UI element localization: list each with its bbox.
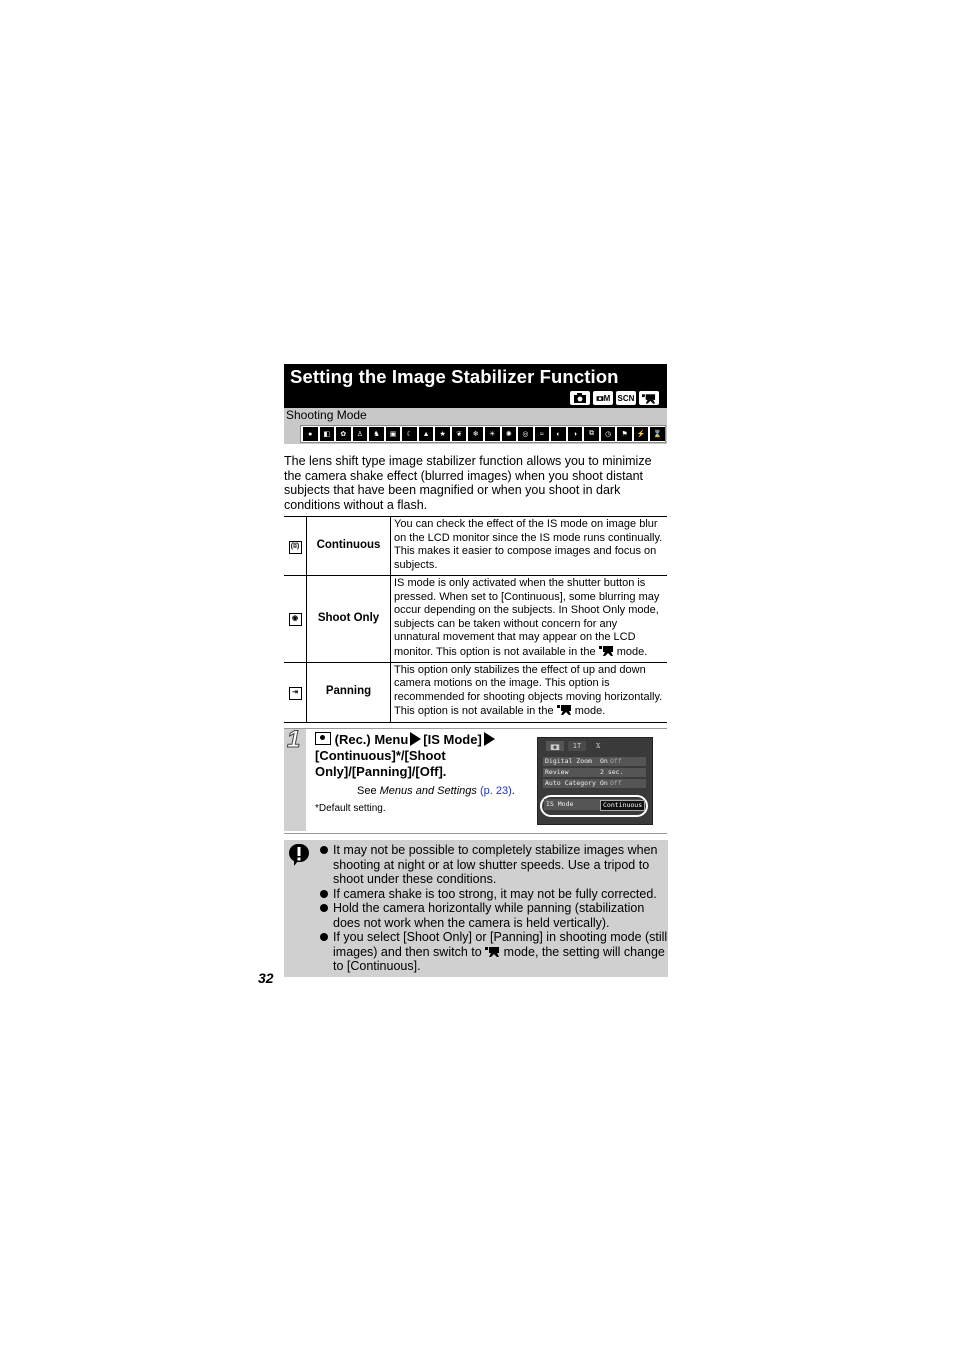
mode-name: Shoot Only <box>307 576 391 663</box>
caution-list <box>318 843 668 974</box>
scn-icon: SCN <box>616 391 636 405</box>
lcd-menu-screenshot <box>537 737 653 825</box>
movie-icon <box>599 645 614 656</box>
table-row <box>284 576 667 663</box>
lcd-row: Digital Zoom On Off <box>543 757 646 766</box>
see-reference: See Menus and Settings (p. 23). <box>357 785 515 797</box>
caution-icon <box>288 843 310 867</box>
manual-mode-icon: ◧ <box>320 427 335 441</box>
lcd-is-mode-row: IS Mode Continuous <box>544 799 641 810</box>
tab-1t: 1T <box>568 741 586 751</box>
page-title: Setting the Image Stabilizer Function <box>290 366 619 387</box>
arrow-right-icon <box>410 732 421 746</box>
portrait-mode-icon: ♙ <box>353 427 368 441</box>
mode-name: Continuous <box>307 517 391 576</box>
camera-tab-icon <box>546 741 564 751</box>
shooting-mode-label: Shooting Mode <box>286 408 367 422</box>
rec-menu-icon <box>315 732 331 745</box>
indoor-mode-icon: ▣ <box>386 427 401 441</box>
panning-is-icon: ⇥ <box>289 687 302 700</box>
list-item: Hold the camera horizontally while panning (stabilization does not work when the camera is held vertically). <box>318 901 668 930</box>
camera-auto-icon <box>570 391 590 405</box>
lcd-row: Review 2 sec. <box>543 768 646 777</box>
list-item: If camera shake is too strong, it may not be fully corrected. <box>318 887 668 902</box>
tab-settings: Ϫ <box>595 742 601 750</box>
movie-icon <box>557 704 572 715</box>
movie-icon <box>639 391 659 405</box>
list-item: If you select [Shoot Only] or [Panning] in shooting mode (still images) and then switch to mode, the setting will change to [Continuous]. <box>318 930 668 974</box>
list-item: It may not be possible to completely stabilize images when shooting at night or at low shutter speeds. Use a tripod to shoot under these conditions. <box>318 843 668 887</box>
fireworks-icon: ✺ <box>502 427 517 441</box>
snow-icon: ❄ <box>468 427 483 441</box>
table-row <box>284 517 667 576</box>
arrow-right-icon <box>484 732 495 746</box>
aquarium-icon: ◎ <box>518 427 533 441</box>
intro-paragraph: The lens shift type image stabilizer function allows you to minimize the camera shake effect (blurred images) when you shoot distant subjects that have been magnified or when you shoot in dark conditions without a flash. <box>284 454 652 512</box>
page-link[interactable]: (p. 23) <box>479 785 512 797</box>
step-number: 1 <box>287 726 301 753</box>
shoot-only-is-icon: ◉ <box>289 613 302 626</box>
continuous-is-icon: (ʬ) <box>289 541 302 554</box>
page-number: 32 <box>258 970 274 986</box>
step-instruction: (Rec.) Menu [IS Mode][Continuous]*/[Shoot Only]/[Panning]/[Off]. <box>315 732 533 780</box>
foliage-icon: ❦ <box>452 427 467 441</box>
lcd-row: Auto Category On Off <box>543 779 646 788</box>
underwater-icon: ≈ <box>535 427 550 441</box>
mode-name: Panning <box>307 662 391 722</box>
fast-shutter-icon: ⚡ <box>634 427 649 441</box>
kids-pets-icon: ♞ <box>369 427 384 441</box>
scene-mode-icon-strip <box>300 425 666 443</box>
night-scene-icon: ★ <box>435 427 450 441</box>
is-mode-table <box>284 516 667 723</box>
digital-macro-icon: ✿ <box>336 427 351 441</box>
long-shutter-icon: ◷ <box>601 427 616 441</box>
mode-icons <box>570 391 659 405</box>
mode-description: You can check the effect of the IS mode on image blur on the LCD monitor since the IS mode runs continually. This makes it easier to compose images and focus on subjects. <box>391 517 668 576</box>
night-snapshot-icon: ☾ <box>402 427 417 441</box>
mode-description: IS mode is only activated when the shutter button is pressed. When set to [Continuous], some blurring may occur depending on the subjects. In Shoot Only mode, subjects can be taken without concern for any unnatural movement that may appear on the LCD monitor. This option is not available in the mode. <box>391 576 668 663</box>
slow-shutter-icon: ⌛ <box>650 427 665 441</box>
stitch-assist-icon: ⧉ <box>584 427 599 441</box>
beach-icon: ☀ <box>485 427 500 441</box>
default-setting-note: *Default setting. <box>315 803 386 814</box>
color-accent-icon: ◐ <box>551 427 566 441</box>
auto-mode-icon: ● <box>303 427 318 441</box>
movie-icon <box>485 946 500 957</box>
landscape-mode-icon: ▲ <box>419 427 434 441</box>
camera-manual-icon: M <box>593 391 613 405</box>
table-row <box>284 662 667 722</box>
color-swap-icon: ◑ <box>568 427 583 441</box>
mode-description: This option only stabilizes the effect of up and down camera motions on the image. This option is recommended for shooting objects moving horizontally. This option is not available in the mode. <box>391 662 668 722</box>
sports-mode-icon: ⚑ <box>617 427 632 441</box>
